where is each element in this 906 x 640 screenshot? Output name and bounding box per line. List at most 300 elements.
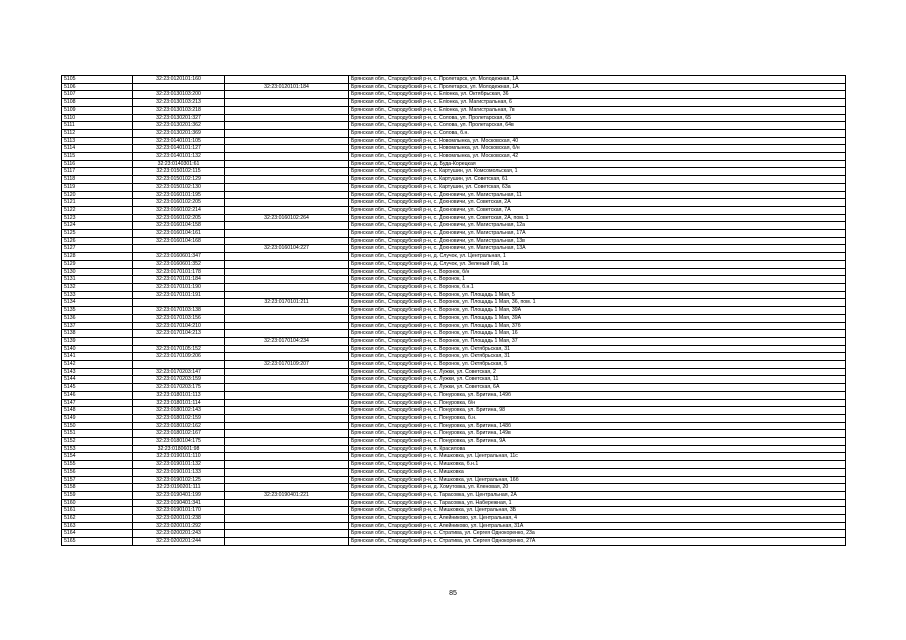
table-row <box>62 76 846 84</box>
cadastral-number-cell: 32:23:0160102:214 <box>133 206 225 214</box>
table-row <box>62 314 846 322</box>
address-cell: Брянская обл., Стародубский р-н, с. Картушин, ул. Комсомольская, 1 <box>349 168 846 176</box>
address-cell: Брянская обл., Стародубский р-н, с. Воронок, б/н <box>349 268 846 276</box>
cadastral-number-cell: 32:23:0160102:205 <box>133 199 225 207</box>
cadastral-number-cell: 32:23:0170203:175 <box>133 384 225 392</box>
linked-cadastral-number-cell <box>225 129 349 137</box>
linked-cadastral-number-cell <box>225 507 349 515</box>
linked-cadastral-number-cell <box>225 145 349 153</box>
address-cell: Брянская обл., Стародубский р-н, с. Дохновичи, ул. Магистральная, 17А <box>349 230 846 238</box>
address-cell: Брянская обл., Стародубский р-н, с. Мишковка, ул. Центральная, 11с <box>349 453 846 461</box>
linked-cadastral-number-cell <box>225 237 349 245</box>
table-row <box>62 91 846 99</box>
row-number-cell: 5143 <box>62 368 133 376</box>
cadastral-number-cell: 32:23:0140101:105 <box>133 137 225 145</box>
table-row <box>62 206 846 214</box>
address-cell: Брянская обл., Стародубский р-н, с. Воронок, ул. Площадь 1 Мая, 39А <box>349 314 846 322</box>
cadastral-number-cell: 32:23:0130103:200 <box>133 91 225 99</box>
linked-cadastral-number-cell <box>225 476 349 484</box>
cadastral-number-cell: 32:23:0170103:138 <box>133 307 225 315</box>
table-row <box>62 499 846 507</box>
row-number-cell: 5114 <box>62 145 133 153</box>
cadastral-number-cell <box>133 83 225 91</box>
address-cell: Брянская обл., Стародубский р-н, с. Воронок, ул. Площадь 1 Мая, 39А <box>349 307 846 315</box>
linked-cadastral-number-cell <box>225 276 349 284</box>
address-cell: Брянская обл., Стародубский р-н, с. Стратива, ул. Сергея Однокоренко, 27А <box>349 538 846 546</box>
linked-cadastral-number-cell <box>225 376 349 384</box>
table-row <box>62 530 846 538</box>
cadastral-number-cell: 32:23:0170104:210 <box>133 322 225 330</box>
row-number-cell: 5125 <box>62 230 133 238</box>
cadastral-number-cell <box>133 299 225 307</box>
row-number-cell: 5149 <box>62 414 133 422</box>
table-row <box>62 260 846 268</box>
cadastral-number-cell: 32:23:0170101:178 <box>133 268 225 276</box>
table-row <box>62 145 846 153</box>
table-row <box>62 160 846 168</box>
table-row <box>62 445 846 453</box>
page-number: 85 <box>449 590 457 597</box>
address-cell: Брянская обл., Стародубский р-н, д. Случок, ул. Центральная, 1 <box>349 253 846 261</box>
address-cell: Брянская обл., Стародубский р-н, с. Тарасовка, ул. Центральная, 2А <box>349 491 846 499</box>
row-number-cell: 5144 <box>62 376 133 384</box>
cadastral-number-cell: 32:23:0200101:238 <box>133 515 225 523</box>
linked-cadastral-number-cell <box>225 314 349 322</box>
linked-cadastral-number-cell: 32:23:0160102:264 <box>225 214 349 222</box>
linked-cadastral-number-cell <box>225 422 349 430</box>
linked-cadastral-number-cell <box>225 199 349 207</box>
address-cell: Брянская обл., Стародубский р-н, с. Лужки, ул. Советская, 6А <box>349 384 846 392</box>
address-cell: Брянская обл., Стародубский р-н, с. Воронок, ул. Октябрьская, 31 <box>349 353 846 361</box>
table-row <box>62 230 846 238</box>
cadastral-number-cell: 32:23:0130103:213 <box>133 99 225 107</box>
address-cell: Брянская обл., Стародубский р-н, с. Тарасовка, ул. Набережная, 1 <box>349 499 846 507</box>
row-number-cell: 5140 <box>62 345 133 353</box>
cadastral-number-cell: 32:23:0160104:158 <box>133 222 225 230</box>
table-row <box>62 222 846 230</box>
table-row <box>62 507 846 515</box>
cadastral-number-cell: 32:23:0200201:243 <box>133 530 225 538</box>
address-cell: Брянская обл., Стародубский р-н, с. Картушин, ул. Советская, 63а <box>349 183 846 191</box>
cadastral-number-cell: 32:23:0190201:111 <box>133 484 225 492</box>
table-row <box>62 330 846 338</box>
row-number-cell: 5148 <box>62 407 133 415</box>
address-cell: Брянская обл., Стародубский р-н, с. Понуровка, ул. Бритина, 149б <box>349 391 846 399</box>
row-number-cell: 5128 <box>62 253 133 261</box>
address-cell: Брянская обл., Стародубский р-н, с. Дохновичи, ул. Магистральная, 11 <box>349 191 846 199</box>
table-row <box>62 391 846 399</box>
linked-cadastral-number-cell: 32:23:0160104:227 <box>225 245 349 253</box>
cadastral-number-cell: 32:23:0150102:115 <box>133 168 225 176</box>
linked-cadastral-number-cell <box>225 122 349 130</box>
table-row <box>62 283 846 291</box>
cadastral-number-cell: 32:23:0200201:244 <box>133 538 225 546</box>
cadastral-number-cell: 32:23:0140101:132 <box>133 153 225 161</box>
address-cell: Брянская обл., Стародубский р-н, с. Дохновичи, ул. Советская, 7А <box>349 206 846 214</box>
table-row <box>62 399 846 407</box>
linked-cadastral-number-cell <box>225 353 349 361</box>
address-cell: Брянская обл., Стародубский р-н, с. Понуровка, ул. Бритина, 9А <box>349 438 846 446</box>
address-cell: Брянская обл., Стародубский р-н, с. Солова, б.н. <box>349 129 846 137</box>
address-cell: Брянская обл., Стародубский р-н, с. Картушин, ул. Советская, 61 <box>349 176 846 184</box>
address-cell: Брянская обл., Стародубский р-н, с. Алейниково, ул. Центральная, 31А <box>349 522 846 530</box>
address-cell: Брянская обл., Стародубский р-н, с. Еліонка, ул. Октябрьская, 36 <box>349 91 846 99</box>
cadastral-number-cell: 32:23:0160601:347 <box>133 253 225 261</box>
cadastral-number-cell: 32:23:0160102:205 <box>133 214 225 222</box>
linked-cadastral-number-cell <box>225 391 349 399</box>
row-number-cell: 5133 <box>62 291 133 299</box>
linked-cadastral-number-cell <box>225 160 349 168</box>
row-number-cell: 5129 <box>62 260 133 268</box>
linked-cadastral-number-cell <box>225 291 349 299</box>
address-cell: Брянская обл., Стародубский р-н, с. Солова, ул. Пролетарская, 65 <box>349 114 846 122</box>
address-cell: Брянская обл., Стародубский р-н, с. Мишковка, б.н.1 <box>349 461 846 469</box>
table-row <box>62 468 846 476</box>
cadastral-number-cell: 32:23:0180601:98 <box>133 445 225 453</box>
cadastral-number-cell: 32:23:0120101:160 <box>133 76 225 84</box>
table-row <box>62 307 846 315</box>
address-cell: Брянская обл., Стародубский р-н, с. Стратива, ул. Сергея Однокоренко, 23а <box>349 530 846 538</box>
table-row <box>62 361 846 369</box>
table-row <box>62 137 846 145</box>
linked-cadastral-number-cell <box>225 407 349 415</box>
table-row <box>62 214 846 222</box>
linked-cadastral-number-cell <box>225 191 349 199</box>
row-number-cell: 5164 <box>62 530 133 538</box>
table-row <box>62 253 846 261</box>
linked-cadastral-number-cell: 32:23:0120101:184 <box>225 83 349 91</box>
row-number-cell: 5146 <box>62 391 133 399</box>
row-number-cell: 5161 <box>62 507 133 515</box>
table-row <box>62 345 846 353</box>
linked-cadastral-number-cell <box>225 445 349 453</box>
row-number-cell: 5105 <box>62 76 133 84</box>
row-number-cell: 5109 <box>62 106 133 114</box>
linked-cadastral-number-cell <box>225 530 349 538</box>
table-row <box>62 176 846 184</box>
row-number-cell: 5145 <box>62 384 133 392</box>
linked-cadastral-number-cell <box>225 522 349 530</box>
cadastral-number-cell: 32:23:0170103:156 <box>133 314 225 322</box>
row-number-cell: 5154 <box>62 453 133 461</box>
address-cell: Брянская обл., Стародубский р-н, д. Буда-Корецкая <box>349 160 846 168</box>
cadastral-number-cell <box>133 245 225 253</box>
cadastral-number-cell: 32:23:0180102:143 <box>133 407 225 415</box>
cadastral-number-cell: 32:23:0130201:362 <box>133 122 225 130</box>
cadastral-number-cell <box>133 361 225 369</box>
linked-cadastral-number-cell: 32:23:0170109:207 <box>225 361 349 369</box>
linked-cadastral-number-cell <box>225 461 349 469</box>
cadastral-number-cell: 32:23:0180102:167 <box>133 430 225 438</box>
cadastral-number-cell: 32:23:0130201:369 <box>133 129 225 137</box>
row-number-cell: 5165 <box>62 538 133 546</box>
row-number-cell: 5127 <box>62 245 133 253</box>
table-row <box>62 438 846 446</box>
address-cell: Брянская обл., Стародубский р-н, с. Еліонка, ул. Магистральная, 6 <box>349 99 846 107</box>
address-cell: Брянская обл., Стародубский р-н, с. Дохновичи, ул. Магистральная, 13в <box>349 237 846 245</box>
table-row <box>62 153 846 161</box>
cadastral-number-cell: 32:23:0170101:190 <box>133 283 225 291</box>
row-number-cell: 5122 <box>62 206 133 214</box>
linked-cadastral-number-cell <box>225 206 349 214</box>
linked-cadastral-number-cell <box>225 253 349 261</box>
cadastral-number-cell: 32:23:0190101:110 <box>133 453 225 461</box>
cadastral-number-cell: 32:23:0180101:114 <box>133 399 225 407</box>
cadastral-number-cell: 32:23:0150102:130 <box>133 183 225 191</box>
address-cell: Брянская обл., Стародубский р-н, с. Еліонка, ул. Магистральная, 7в <box>349 106 846 114</box>
linked-cadastral-number-cell <box>225 307 349 315</box>
address-cell: Брянская обл., Стародубский р-н, с. Лужки, ул. Советская, 11 <box>349 376 846 384</box>
address-cell: Брянская обл., Стародубский р-н, д. Случок, ул. Зеленый Гай, 1а <box>349 260 846 268</box>
linked-cadastral-number-cell <box>225 322 349 330</box>
cadastral-number-cell: 32:23:0180104:175 <box>133 438 225 446</box>
row-number-cell: 5160 <box>62 499 133 507</box>
linked-cadastral-number-cell <box>225 99 349 107</box>
table-row <box>62 491 846 499</box>
linked-cadastral-number-cell <box>225 76 349 84</box>
cadastral-number-cell: 32:23:0160601:352 <box>133 260 225 268</box>
linked-cadastral-number-cell <box>225 468 349 476</box>
linked-cadastral-number-cell <box>225 114 349 122</box>
address-cell: Брянская обл., Стародубский р-н, с. Воронок, ул. Площадь 1 Мая, 36, пом. 1 <box>349 299 846 307</box>
row-number-cell: 5141 <box>62 353 133 361</box>
address-cell: Брянская обл., Стародубский р-н, с. Новомлынка, ул. Московская, 42 <box>349 153 846 161</box>
linked-cadastral-number-cell: 32:23:0170101:211 <box>225 299 349 307</box>
table-row <box>62 237 846 245</box>
cadastral-number-cell <box>133 337 225 345</box>
cadastral-number-cell: 32:23:0170101:191 <box>133 291 225 299</box>
linked-cadastral-number-cell <box>225 368 349 376</box>
row-number-cell: 5147 <box>62 399 133 407</box>
row-number-cell: 5117 <box>62 168 133 176</box>
linked-cadastral-number-cell <box>225 153 349 161</box>
row-number-cell: 5108 <box>62 99 133 107</box>
linked-cadastral-number-cell <box>225 345 349 353</box>
row-number-cell: 5156 <box>62 468 133 476</box>
row-number-cell: 5134 <box>62 299 133 307</box>
address-cell: Брянская обл., Стародубский р-н, д. Хомутовка, ул. Кленовая, 20 <box>349 484 846 492</box>
table-row <box>62 353 846 361</box>
row-number-cell: 5106 <box>62 83 133 91</box>
row-number-cell: 5163 <box>62 522 133 530</box>
cadastral-number-cell: 32:23:0170109:206 <box>133 353 225 361</box>
cadastral-number-cell: 32:23:0170203:159 <box>133 376 225 384</box>
row-number-cell: 5132 <box>62 283 133 291</box>
row-number-cell: 5119 <box>62 183 133 191</box>
cadastral-number-cell: 32:23:0160104:168 <box>133 237 225 245</box>
table-row <box>62 337 846 345</box>
address-cell: Брянская обл., Стародубский р-н, с. Воронок, ул. Площадь 1 Мая, 37б <box>349 322 846 330</box>
row-number-cell: 5158 <box>62 484 133 492</box>
address-cell: Брянская обл., Стародубский р-н, с. Воронок, ул. Площадь 1 Мая, 16 <box>349 330 846 338</box>
row-number-cell: 5126 <box>62 237 133 245</box>
cadastral-number-cell: 32:23:0170104:213 <box>133 330 225 338</box>
row-number-cell: 5159 <box>62 491 133 499</box>
row-number-cell: 5138 <box>62 330 133 338</box>
table-row <box>62 99 846 107</box>
cadastral-number-cell: 32:23:0170203:147 <box>133 368 225 376</box>
address-cell: Брянская обл., Стародубский р-н, с. Новомлынка, ул. Московская, 40 <box>349 137 846 145</box>
row-number-cell: 5118 <box>62 176 133 184</box>
table-row <box>62 199 846 207</box>
table-row <box>62 276 846 284</box>
linked-cadastral-number-cell <box>225 283 349 291</box>
address-cell: Брянская обл., Стародубский р-н, с. Воронок, 1 <box>349 276 846 284</box>
table-row <box>62 407 846 415</box>
table-row <box>62 168 846 176</box>
table-row <box>62 538 846 546</box>
address-cell: Брянская обл., Стародубский р-н, с. Воронок, ул. Октябрьская, 5 <box>349 361 846 369</box>
row-number-cell: 5157 <box>62 476 133 484</box>
table-row <box>62 245 846 253</box>
row-number-cell: 5115 <box>62 153 133 161</box>
row-number-cell: 5136 <box>62 314 133 322</box>
cadastral-number-cell: 32:23:0180102:159 <box>133 414 225 422</box>
linked-cadastral-number-cell <box>225 268 349 276</box>
table-row <box>62 384 846 392</box>
address-cell: Брянская обл., Стародубский р-н, с. Новомлынка, ул. Московская, б/н <box>349 145 846 153</box>
registry-table <box>61 75 846 546</box>
table-row <box>62 476 846 484</box>
cadastral-number-cell: 32:23:0190101:133 <box>133 468 225 476</box>
table-row <box>62 484 846 492</box>
table-row <box>62 183 846 191</box>
linked-cadastral-number-cell <box>225 230 349 238</box>
row-number-cell: 5113 <box>62 137 133 145</box>
row-number-cell: 5155 <box>62 461 133 469</box>
row-number-cell: 5151 <box>62 430 133 438</box>
linked-cadastral-number-cell <box>225 515 349 523</box>
linked-cadastral-number-cell <box>225 414 349 422</box>
linked-cadastral-number-cell <box>225 260 349 268</box>
cadastral-number-cell: 32:23:0180101:113 <box>133 391 225 399</box>
linked-cadastral-number-cell <box>225 538 349 546</box>
linked-cadastral-number-cell <box>225 168 349 176</box>
cadastral-number-cell: 32:23:0190101:170 <box>133 507 225 515</box>
address-cell: Брянская обл., Стародубский р-н, с. Пролетарск, ул. Молодежная, 1А <box>349 83 846 91</box>
cadastral-number-cell: 32:23:0190101:132 <box>133 461 225 469</box>
row-number-cell: 5150 <box>62 422 133 430</box>
linked-cadastral-number-cell <box>225 438 349 446</box>
table-row <box>62 376 846 384</box>
cadastral-number-cell: 32:23:0190102:125 <box>133 476 225 484</box>
cadastral-number-cell: 32:23:0190401:341 <box>133 499 225 507</box>
linked-cadastral-number-cell <box>225 330 349 338</box>
table-row <box>62 129 846 137</box>
address-cell: Брянская обл., Стародубский р-н, с. Дохновичи, ул. Советская, 2А <box>349 199 846 207</box>
row-number-cell: 5110 <box>62 114 133 122</box>
table-row <box>62 422 846 430</box>
table-row <box>62 430 846 438</box>
row-number-cell: 5112 <box>62 129 133 137</box>
cadastral-number-cell: 32:23:0130201:327 <box>133 114 225 122</box>
linked-cadastral-number-cell <box>225 91 349 99</box>
row-number-cell: 5121 <box>62 199 133 207</box>
linked-cadastral-number-cell <box>225 484 349 492</box>
table-row <box>62 106 846 114</box>
row-number-cell: 5111 <box>62 122 133 130</box>
linked-cadastral-number-cell <box>225 430 349 438</box>
cadastral-number-cell: 32:23:0180102:162 <box>133 422 225 430</box>
row-number-cell: 5123 <box>62 214 133 222</box>
linked-cadastral-number-cell <box>225 384 349 392</box>
address-cell: Брянская обл., Стародубский р-н, с. Понуровка, ул. Бритина, 98 <box>349 407 846 415</box>
table-row <box>62 191 846 199</box>
address-cell: Брянская обл., Стародубский р-н, с. Дохновичи, ул. Магистральная, 13А <box>349 245 846 253</box>
table-row <box>62 122 846 130</box>
table-row <box>62 368 846 376</box>
row-number-cell: 5162 <box>62 515 133 523</box>
row-number-cell: 5135 <box>62 307 133 315</box>
linked-cadastral-number-cell <box>225 106 349 114</box>
linked-cadastral-number-cell <box>225 137 349 145</box>
address-cell: Брянская обл., Стародубский р-н, п. Красилова <box>349 445 846 453</box>
address-cell: Брянская обл., Стародубский р-н, с. Понуровка, ул. Бритина, 149в <box>349 430 846 438</box>
cadastral-number-cell: 32:23:0150102:129 <box>133 176 225 184</box>
row-number-cell: 5116 <box>62 160 133 168</box>
row-number-cell: 5131 <box>62 276 133 284</box>
row-number-cell: 5107 <box>62 91 133 99</box>
address-cell: Брянская обл., Стародубский р-н, с. Воронок, б.н.1 <box>349 283 846 291</box>
linked-cadastral-number-cell: 32:23:0170104:234 <box>225 337 349 345</box>
registry-table-body <box>62 76 846 546</box>
linked-cadastral-number-cell: 32:23:0190401:221 <box>225 491 349 499</box>
table-row <box>62 114 846 122</box>
row-number-cell: 5130 <box>62 268 133 276</box>
cadastral-number-cell: 32:23:0130103:218 <box>133 106 225 114</box>
address-cell: Брянская обл., Стародубский р-н, с. Лужки, ул. Советская, 2 <box>349 368 846 376</box>
linked-cadastral-number-cell <box>225 453 349 461</box>
table-row <box>62 515 846 523</box>
address-cell: Брянская обл., Стародубский р-н, с. Воронок, ул. Октябрьская, 31 <box>349 345 846 353</box>
row-number-cell: 5153 <box>62 445 133 453</box>
cadastral-number-cell: 32:23:0170101:184 <box>133 276 225 284</box>
address-cell: Брянская обл., Стародубский р-н, с. Понуровка, б.н. <box>349 414 846 422</box>
address-cell: Брянская обл., Стародубский р-н, с. Мишковка <box>349 468 846 476</box>
cadastral-number-cell: 32:23:0160101:195 <box>133 191 225 199</box>
address-cell: Брянская обл., Стародубский р-н, с. Алейниково, ул. Центральная, 4 <box>349 515 846 523</box>
address-cell: Брянская обл., Стародубский р-н, с. Солова, ул. Пролетарская, 64в <box>349 122 846 130</box>
address-cell: Брянская обл., Стародубский р-н, с. Воронок, ул. Площадь 1 Мая, 37 <box>349 337 846 345</box>
linked-cadastral-number-cell <box>225 176 349 184</box>
linked-cadastral-number-cell <box>225 222 349 230</box>
linked-cadastral-number-cell <box>225 399 349 407</box>
table-row <box>62 414 846 422</box>
address-cell: Брянская обл., Стародубский р-н, с. Воронок, ул. Площадь 1 Мая, 5 <box>349 291 846 299</box>
address-cell: Брянская обл., Стародубский р-н, с. Мишковка, ул. Центральная, 3Б <box>349 507 846 515</box>
cadastral-number-cell: 32:23:0170105:152 <box>133 345 225 353</box>
address-cell: Брянская обл., Стародубский р-н, с. Понуровка, б/н <box>349 399 846 407</box>
row-number-cell: 5139 <box>62 337 133 345</box>
table-row <box>62 83 846 91</box>
table-row <box>62 322 846 330</box>
address-cell: Брянская обл., Стародубский р-н, с. Пролетарск, ул. Молодежная, 1А <box>349 76 846 84</box>
table-row <box>62 453 846 461</box>
cadastral-number-cell: 32:23:0140301:61 <box>133 160 225 168</box>
table-row <box>62 268 846 276</box>
row-number-cell: 5152 <box>62 438 133 446</box>
cadastral-number-cell: 32:23:0160104:161 <box>133 230 225 238</box>
cadastral-number-cell: 32:23:0140101:127 <box>133 145 225 153</box>
address-cell: Брянская обл., Стародубский р-н, с. Понуровка, ул. Бритина, 148б <box>349 422 846 430</box>
address-cell: Брянская обл., Стародубский р-н, с. Дохновичи, ул. Магистральная, 12а <box>349 222 846 230</box>
linked-cadastral-number-cell <box>225 183 349 191</box>
table-row <box>62 522 846 530</box>
linked-cadastral-number-cell <box>225 499 349 507</box>
table-row <box>62 299 846 307</box>
table-row <box>62 291 846 299</box>
cadastral-number-cell: 32:23:0190401:199 <box>133 491 225 499</box>
